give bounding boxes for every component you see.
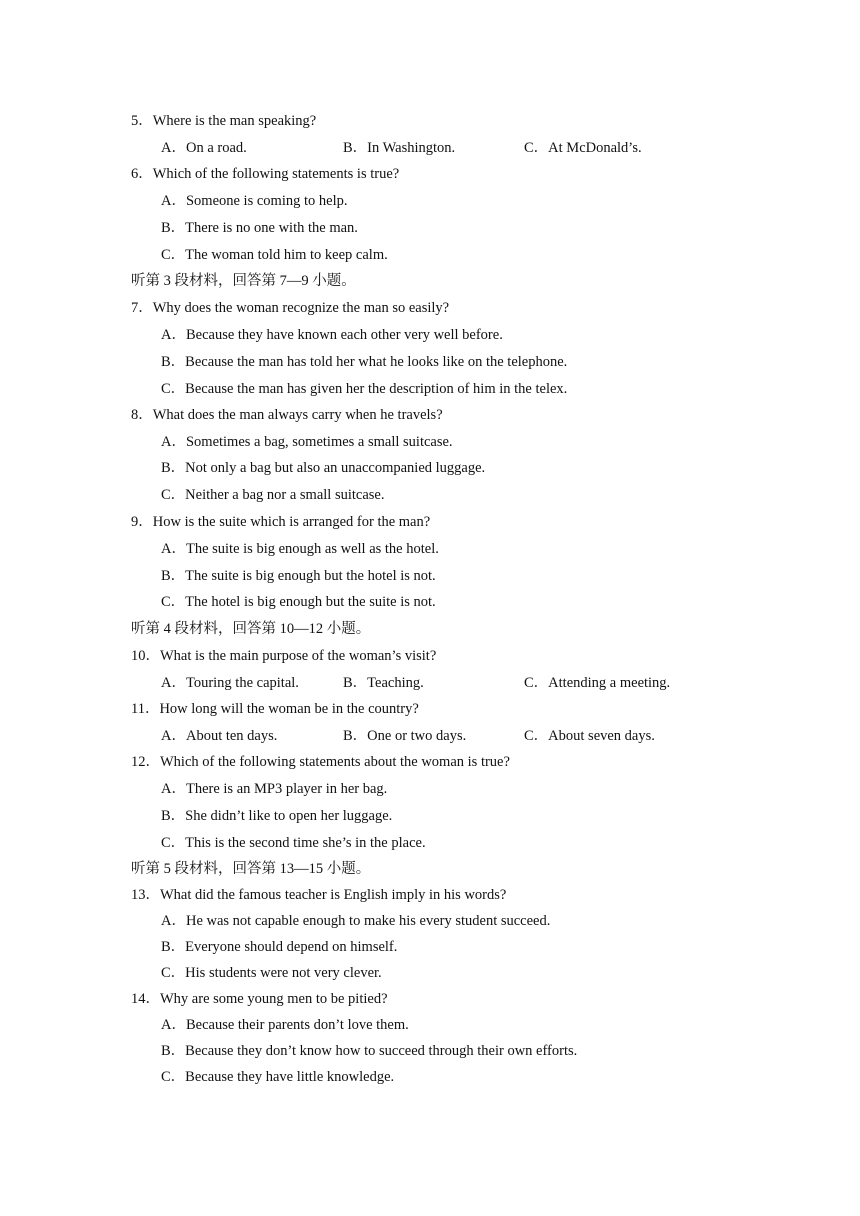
question-6-option-c: C．The woman told him to keep calm. [161,247,388,263]
question-5-option-a: A．On a road. [161,140,247,156]
question-12-option-a: A．There is an MP3 player in her bag. [161,781,388,797]
question-10-option-a: A．Touring the capital. [161,675,299,691]
question-9-option-c: C．The hotel is big enough but the suite is not. [161,594,436,610]
question-6-option-a: A．Someone is coming to help. [161,193,348,209]
question-12-option-b: B．She didn’t like to open her luggage. [161,808,393,824]
question-7-option-c: C．Because the man has given her the description of him in the telex. [161,381,568,397]
question-6-stem: 6．Which of the following statements is true? [131,166,400,182]
question-14-option-a: A．Because their parents don’t love them. [161,1017,409,1033]
question-14-option-c: C．Because they have little knowledge. [161,1069,395,1085]
question-11-stem: 11．How long will the woman be in the country? [131,701,419,717]
question-13-option-c: C．His students were not very clever. [161,965,382,981]
question-7-option-a: A．Because they have known each other very well before. [161,327,503,343]
question-8-option-c: C．Neither a bag nor a small suitcase. [161,487,385,503]
section-5-heading: 听第 5 段材料，回答第 13—15 小题。 [131,861,371,877]
question-14-option-b: B．Because they don’t know how to succeed through their own efforts. [161,1043,578,1059]
question-10-option-c: C．Attending a meeting. [524,675,671,691]
question-12-stem: 12．Which of the following statements about the woman is true? [131,754,510,770]
question-10-option-b: B．Teaching. [343,675,424,691]
question-9-option-b: B．The suite is big enough but the hotel is not. [161,568,436,584]
question-7-stem: 7．Why does the woman recognize the man so easily? [131,300,450,316]
question-12-option-c: C．This is the second time she’s in the place. [161,835,426,851]
question-11-option-c: C．About seven days. [524,728,655,744]
question-5-option-c: C．At McDonald’s. [524,140,642,156]
question-13-option-a: A．He was not capable enough to make his every student succeed. [161,913,551,929]
question-7-option-b: B．Because the man has told her what he looks like on the telephone. [161,354,568,370]
question-13-stem: 13．What did the famous teacher is English imply in his words? [131,887,507,903]
question-11-option-b: B．One or two days. [343,728,467,744]
question-6-option-b: B．There is no one with the man. [161,220,358,236]
question-14-stem: 14．Why are some young men to be pitied? [131,991,388,1007]
question-8-stem: 8．What does the man always carry when he travels? [131,407,443,423]
question-5-stem: 5．Where is the man speaking? [131,113,317,129]
question-9-stem: 9．How is the suite which is arranged for the man? [131,514,431,530]
question-9-option-a: A．The suite is big enough as well as the hotel. [161,541,439,557]
question-8-option-a: A．Sometimes a bag, sometimes a small suitcase. [161,434,453,450]
question-5-option-b: B．In Washington. [343,140,456,156]
question-10-stem: 10．What is the main purpose of the woman’s visit? [131,648,437,664]
question-8-option-b: B．Not only a bag but also an unaccompanied luggage. [161,460,486,476]
question-13-option-b: B．Everyone should depend on himself. [161,939,398,955]
section-4-heading: 听第 4 段材料，回答第 10—12 小题。 [131,621,371,637]
section-3-heading: 听第 3 段材料，回答第 7—9 小题。 [131,273,356,289]
question-11-option-a: A．About ten days. [161,728,278,744]
